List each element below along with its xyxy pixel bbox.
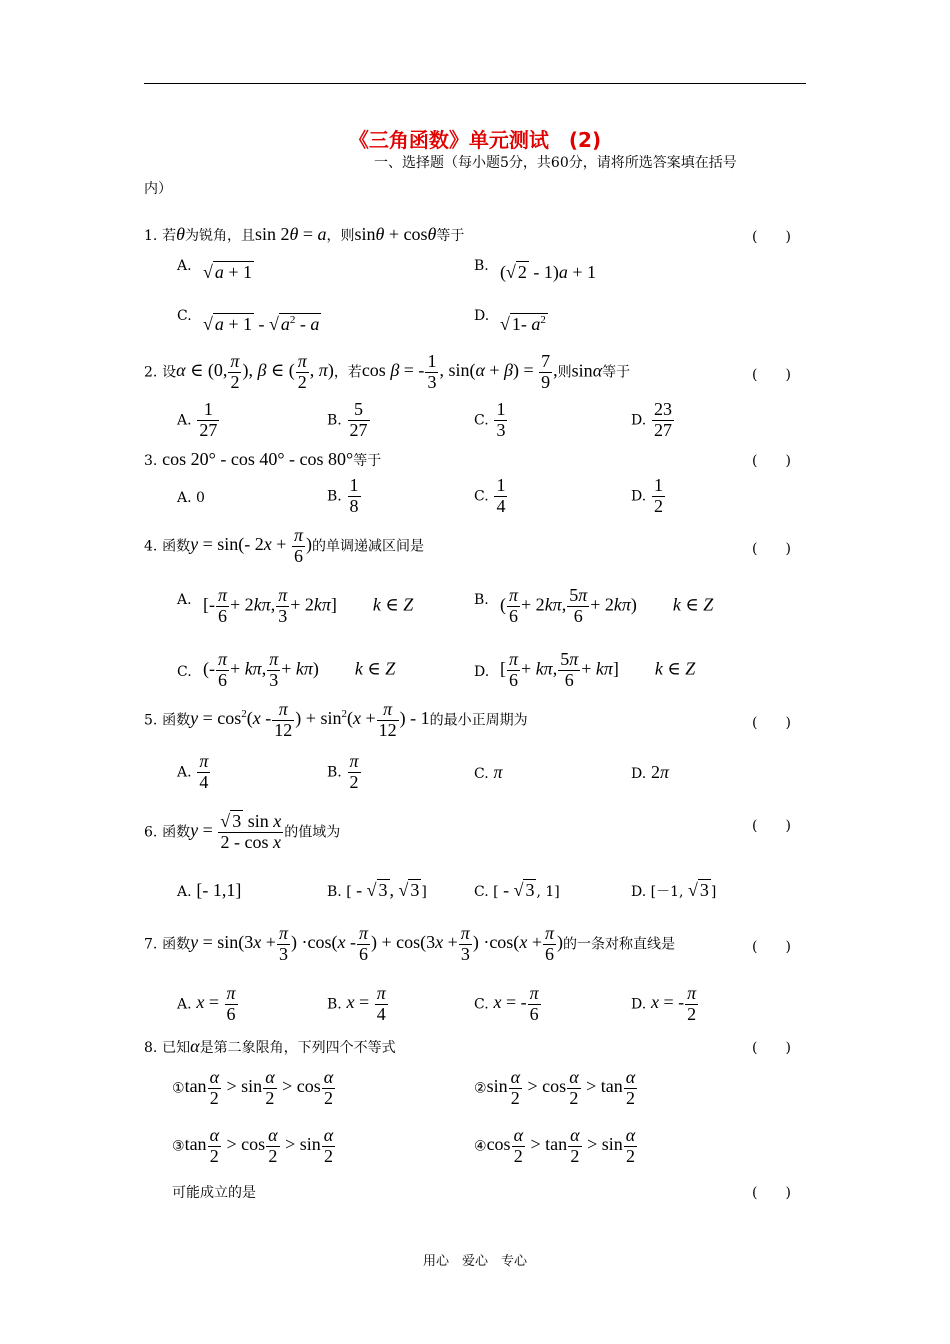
option-c: C. $\frac{1}{4}$ xyxy=(474,475,506,516)
question-3: 3. cos 20° - cos 40° - cos 80°等于 xyxy=(144,449,382,469)
option-b: B. $\frac{\pi}{2}$ xyxy=(327,751,359,792)
answer-blank: ( ) xyxy=(752,939,791,955)
option-c: C. π xyxy=(474,762,503,782)
option-label: D. xyxy=(474,308,490,324)
option-a: A. $\frac{\pi}{4}$ xyxy=(177,751,209,792)
option-math: √ a + 1 xyxy=(203,262,253,282)
option-label: C. xyxy=(177,664,192,680)
question-6: 6. 函数y = $\frac{\text{√ 3 sin x}}{\text{2 - cos x}}$ 的值域为 xyxy=(144,811,341,852)
inequality-3: ③tan $\frac{\alpha}{2}$ > cos $\frac{\alpha}{2}$ > sin $\frac{\alpha}{2}$ xyxy=(172,1125,334,1166)
question-2: 2. 设α ∈ (0, $\frac{\pi}{2}$ ), β ∈ ( $\frac{\pi}{2}$ , π)，若cos β = - $\frac{1}{3}$ , sin(α + β) = $\frac{7}{9}$ ,则sinα等于 xyxy=(144,351,631,392)
answer-blank: ( ) xyxy=(752,818,791,834)
option-d: D. $\frac{23}{27}$ xyxy=(631,399,672,440)
section-heading-cont: 内） xyxy=(144,181,172,197)
option-d: D. $\frac{1}{2}$ xyxy=(631,475,663,516)
section-heading: 一、选择题（每小题5分，共60分，请将所选答案填在括号 xyxy=(374,155,737,171)
inequality-2: ②sin $\frac{\alpha}{2}$ > cos $\frac{\alpha}{2}$ > tan $\frac{\alpha}{2}$ xyxy=(474,1067,636,1108)
header-rule xyxy=(144,83,806,84)
option-c: C. [ - √ 3 , 1] xyxy=(474,880,560,900)
footer: 用心 爱心 专心 xyxy=(422,1254,527,1269)
option-b: B. $\frac{5}{27}$ xyxy=(327,399,368,440)
option-b: B. [ - √ 3 , √ 3 ] xyxy=(327,880,427,900)
option-label: C. xyxy=(177,308,192,324)
option-math: √ 1- $a^2$ xyxy=(500,314,546,334)
answer-blank: ( ) xyxy=(752,367,791,383)
option-c: C. x = - $\frac{\pi}{6}$ xyxy=(474,983,539,1024)
answer-blank: ( ) xyxy=(752,453,791,469)
answer-blank: ( ) xyxy=(752,541,791,557)
question-8: 8. 已知α是第二象限角，下列四个不等式 xyxy=(144,1036,396,1056)
option-a: A. $\frac{1}{27}$ xyxy=(177,399,218,440)
option-b: B. $\frac{1}{8}$ xyxy=(327,475,359,516)
option-label: D. xyxy=(474,664,490,680)
answer-blank: ( ) xyxy=(752,1040,791,1056)
option-math: ( $\frac{\pi}{6}$ + 2kπ, $\frac{5\pi}{6}$ + 2kπ) k ∈ Z xyxy=(500,585,714,626)
option-math: (- $\frac{\pi}{6}$ + kπ, $\frac{\pi}{3}$ + kπ) k ∈ Z xyxy=(203,649,396,690)
option-label: B. xyxy=(474,592,489,608)
answer-blank: ( ) xyxy=(752,715,791,731)
option-math: (√ 2 - 1)a + 1 xyxy=(500,262,597,282)
option-a: A. 0 xyxy=(177,490,205,506)
page-title: 《三角函数》单元测试 (2) xyxy=(348,128,602,152)
option-label: B. xyxy=(474,258,489,274)
question-4: 4. 函数y = sin(- 2x + $\frac{\pi}{6}$ )的单调递减区间是 xyxy=(144,525,424,566)
option-math: [- $\frac{\pi}{6}$ + 2kπ, $\frac{\pi}{3}$ + 2kπ] k ∈ Z xyxy=(203,585,414,626)
option-b: B. x = $\frac{\pi}{4}$ xyxy=(327,983,386,1024)
option-d: D. x = - $\frac{\pi}{2}$ xyxy=(631,983,697,1024)
inequality-4: ④cos $\frac{\alpha}{2}$ > tan $\frac{\alpha}{2}$ > sin $\frac{\alpha}{2}$ xyxy=(474,1125,636,1166)
option-d: D. 2π xyxy=(631,762,669,782)
answer-blank: ( ) xyxy=(752,229,791,245)
option-c: C. $\frac{1}{3}$ xyxy=(474,399,506,440)
option-math: √ a + 1 - √ $a^2$ - a xyxy=(203,314,320,334)
option-a: A. x = $\frac{\pi}{6}$ xyxy=(177,983,236,1024)
option-label: A. xyxy=(177,258,192,274)
option-d: D. [－1, √ 3 ] xyxy=(631,880,717,900)
question-8-tail: 可能成立的是 xyxy=(172,1185,256,1201)
question-5: 5. 函数$y = \cos^2(x$ - $\frac{\pi}{12}$ ) + $\sin^2(x$ + $\frac{\pi}{12}$ ) - 1的最小正周期为 xyxy=(144,699,528,740)
option-label: A. xyxy=(177,592,192,608)
question-7: 7. 函数y = sin(3x + $\frac{\pi}{3}$ ) ·cos(x - $\frac{\pi}{6}$ ) + cos(3x + $\frac{\pi}{3}$ ) ·cos(x + $\frac{\pi}{6}$ )的一条对称直线是 xyxy=(144,923,675,964)
answer-blank: ( ) xyxy=(752,1185,791,1201)
inequality-1: ①tan $\frac{\alpha}{2}$ > sin $\frac{\alpha}{2}$ > cos $\frac{\alpha}{2}$ xyxy=(172,1067,334,1108)
option-math: [ $\frac{\pi}{6}$ + kπ, $\frac{5\pi}{6}$ + kπ] k ∈ Z xyxy=(500,649,696,690)
option-a: A. [- 1,1] xyxy=(177,880,242,900)
question-1: 1. 若θ为锐角，且sin 2θ = a，则sinθ + cosθ等于 xyxy=(144,224,465,244)
